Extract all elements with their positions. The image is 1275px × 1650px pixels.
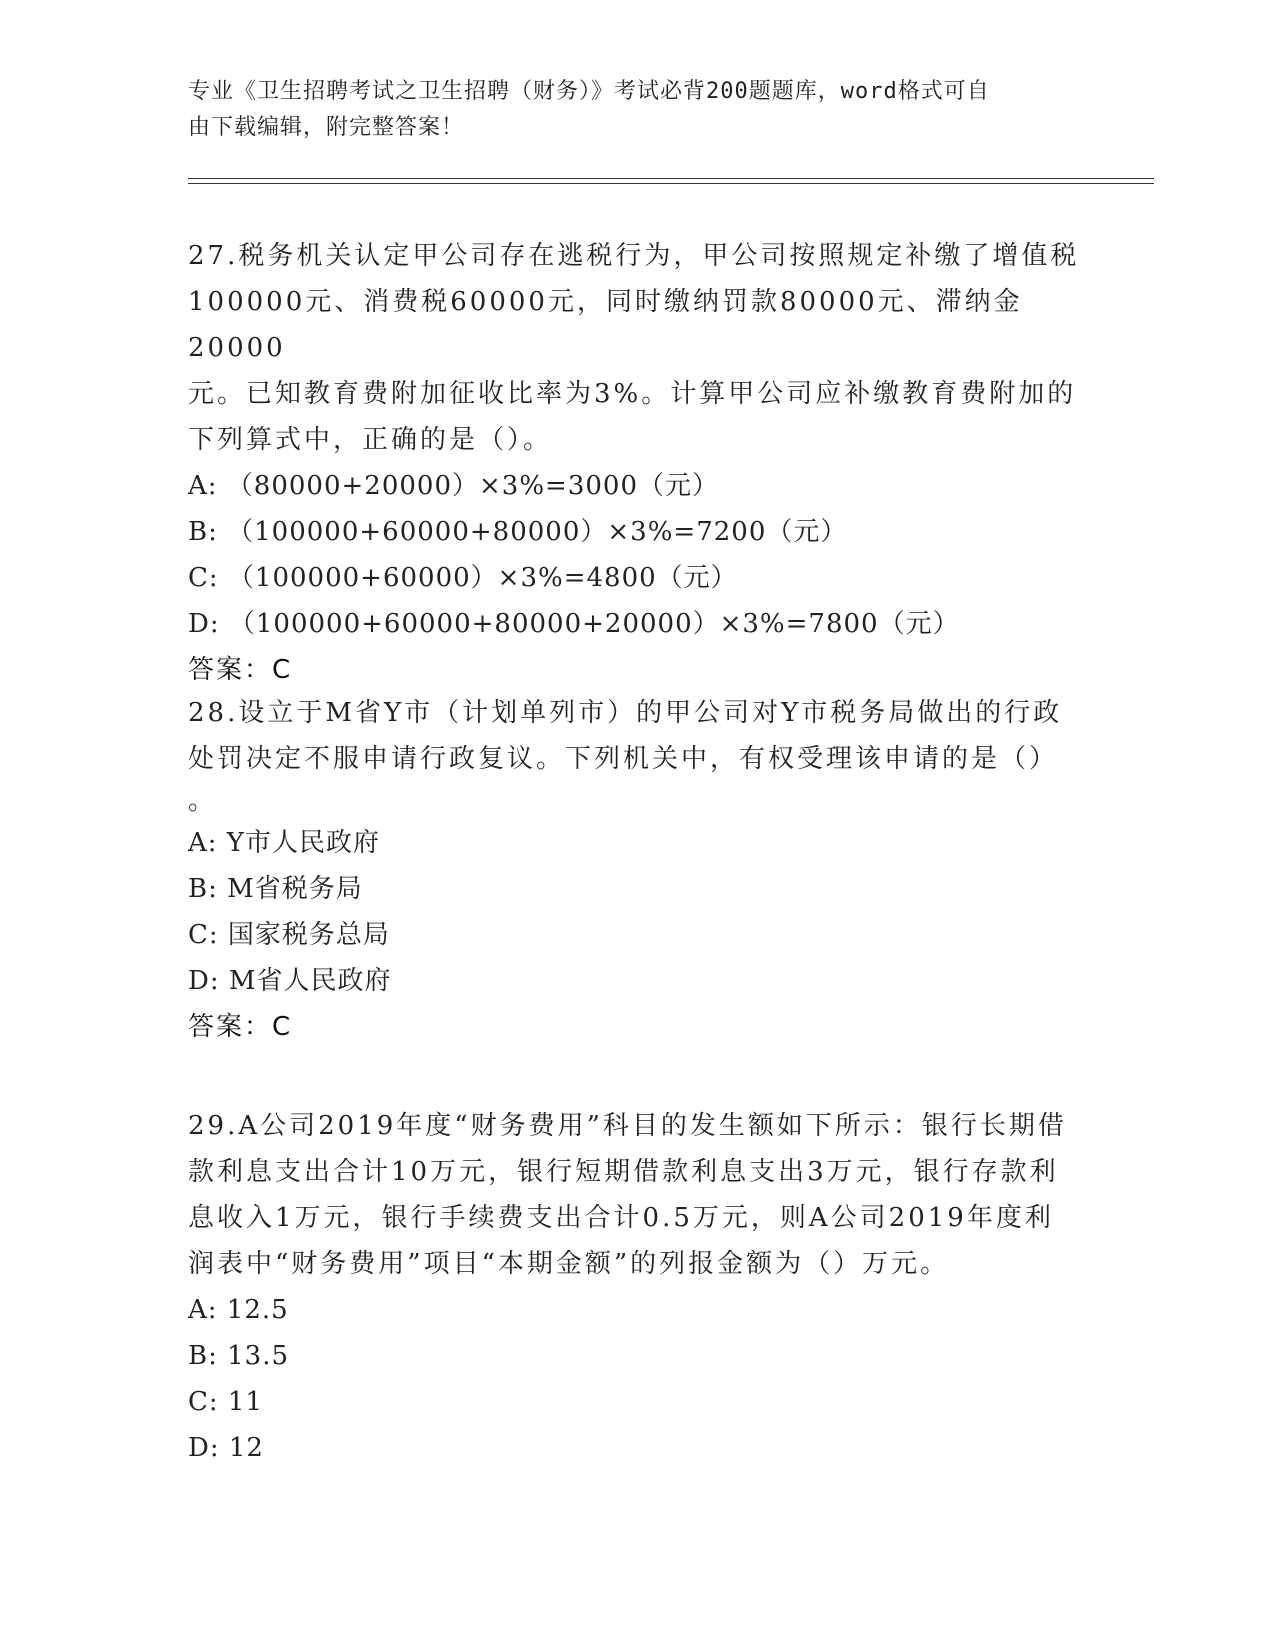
option-a: A: （80000+20000）×3%=3000（元） <box>188 471 719 501</box>
option-b: B: M省税务局 <box>188 874 363 904</box>
question-stem-line: 下列算式中，正确的是（）。 <box>188 425 553 455</box>
option-c: C: 国家税务总局 <box>188 920 390 950</box>
question-stem-line: 29.A公司2019年度“财务费用”科目的发生额如下所示：银行长期借 <box>188 1111 1067 1141</box>
question-stem-line: 润表中“财务费用”项目“本期金额”的列报金额为（）万元。 <box>188 1249 950 1279</box>
option-a: A: Y市人民政府 <box>188 828 380 858</box>
question-stem-line: 100000元、消费税60000元，同时缴纳罚款80000元、滞纳金20000 <box>188 287 1023 363</box>
document-header <box>188 74 1068 146</box>
option-b: B: 13.5 <box>188 1341 290 1371</box>
header-line-2: 由下载编辑，附完整答案！ <box>188 115 465 140</box>
question-29 <box>188 1103 1088 1471</box>
question-28 <box>188 690 1088 1050</box>
question-stem-line: 28.设立于M省Y市（计划单列市）的甲公司对Y市税务局做出的行政 <box>188 698 1063 728</box>
question-stem-line: 处罚决定不服申请行政复议。下列机关中，有权受理该申请的是（） <box>188 744 1059 774</box>
option-a: A: 12.5 <box>188 1295 289 1325</box>
option-c: C: （100000+60000）×3%=4800（元） <box>188 563 738 593</box>
option-d: D: 12 <box>188 1433 264 1463</box>
option-d: D: M省人民政府 <box>188 966 392 996</box>
question-stem-line: 27.税务机关认定甲公司存在逃税行为，甲公司按照规定补缴了增值税 <box>188 241 1080 271</box>
question-stem-line: 元。已知教育费附加征收比率为3%。计算甲公司应补缴教育费附加的 <box>188 379 1077 409</box>
option-c: C: 11 <box>188 1387 264 1417</box>
answer-line: 答案：C <box>188 1012 293 1042</box>
option-d: D: （100000+60000+80000+20000）×3%=7800（元） <box>188 609 960 639</box>
question-stem-line: 。 <box>188 786 218 816</box>
answer-line: 答案：C <box>188 655 293 685</box>
option-b: B: （100000+60000+80000）×3%=7200（元） <box>188 517 848 547</box>
header-line-1: 专业《卫生招聘考试之卫生招聘（财务）》考试必背200题题库，word格式可自 <box>188 79 990 104</box>
header-divider-bottom <box>188 183 1154 184</box>
question-stem-line: 款利息支出合计10万元，银行短期借款利息支出3万元，银行存款利 <box>188 1157 1059 1187</box>
header-divider-top <box>188 178 1154 179</box>
question-stem-line: 息收入1万元，银行手续费支出合计0.5万元，则A公司2019年度利 <box>188 1203 1054 1233</box>
question-27 <box>188 233 1088 693</box>
